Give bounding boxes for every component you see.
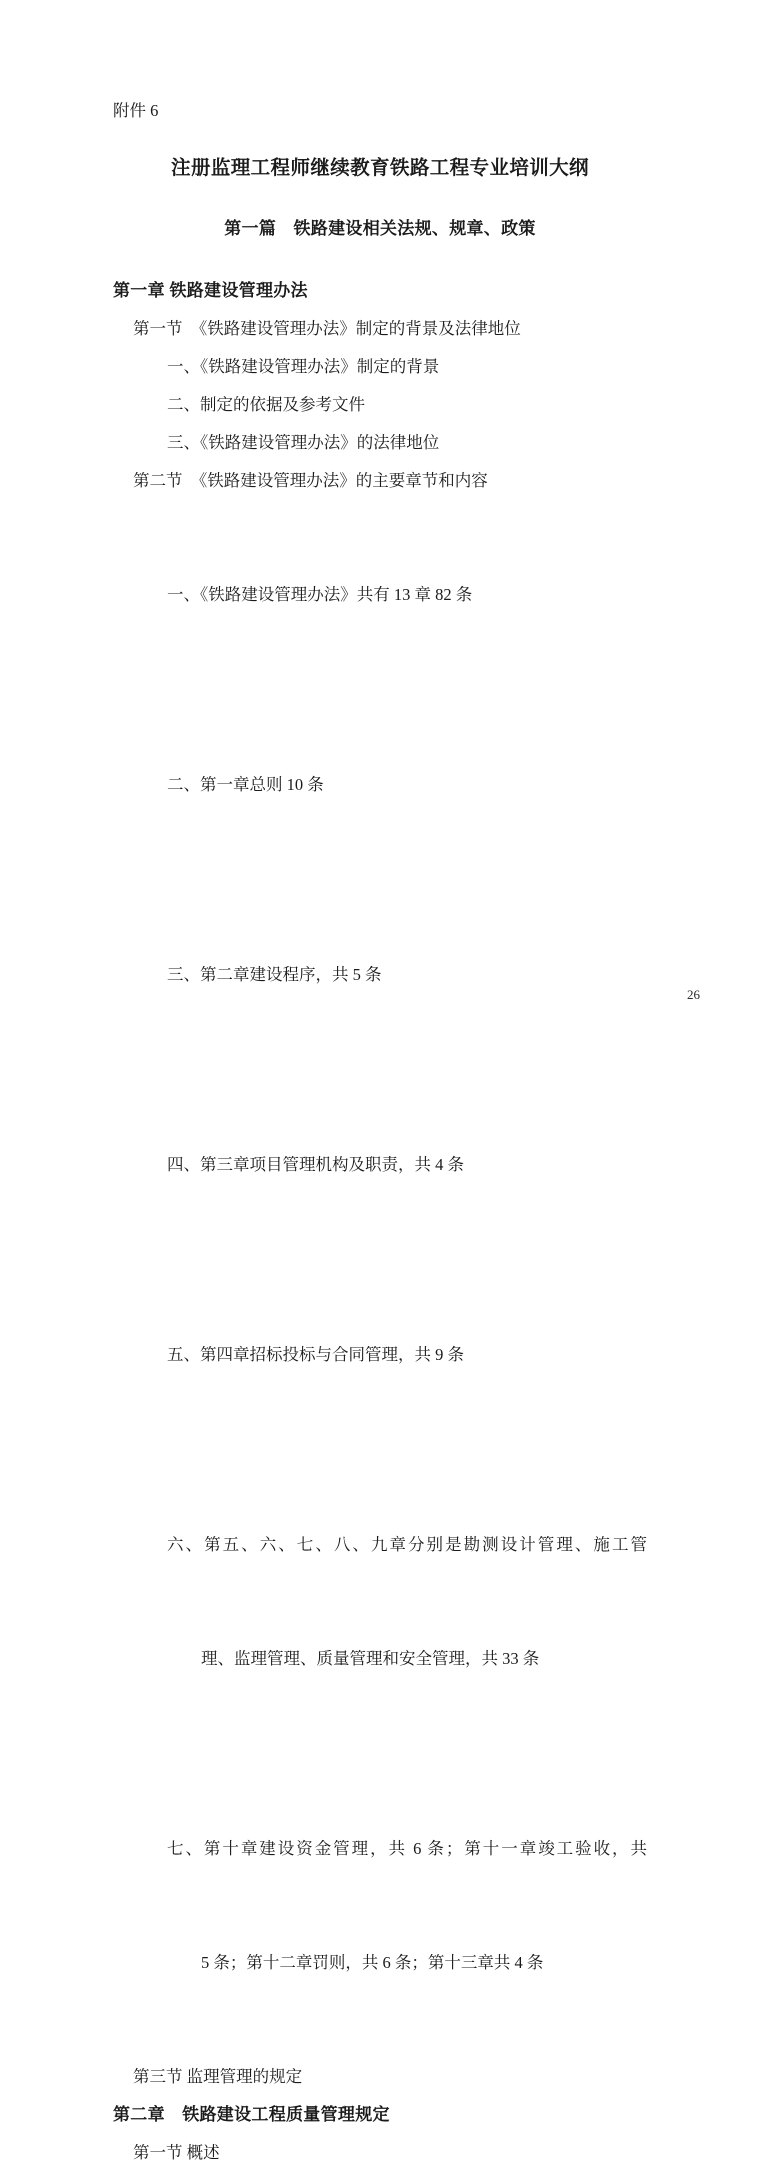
- list-item: [113, 1754, 647, 2058]
- part-title: 第一篇 铁路建设相关法规、规章、政策: [224, 219, 536, 238]
- list-item: 三、《铁路建设管理办法》的法律地位: [167, 433, 440, 452]
- list-item-line: 二、第一章总则 10 条: [167, 775, 324, 794]
- section-heading-1-3: 第三节 监理管理的规定: [133, 2067, 303, 2086]
- list-item-line: 四、第三章项目管理机构及职责，共 4 条: [167, 1155, 464, 1174]
- list-item: [113, 500, 647, 690]
- list-item-continuation: 理、监理管理、质量管理和安全管理，共 33 条: [201, 1649, 540, 1668]
- section-heading-1-2: 第二节 《铁路建设管理办法》的主要章节和内容: [133, 471, 488, 490]
- list-item-line: 七、第十章建设资金管理，共 6 条；第十一章竣工验收，共: [167, 1839, 647, 1858]
- list-item-continuation: 5 条；第十二章罚则，共 6 条；第十三章共 4 条: [201, 1953, 544, 1972]
- section-heading-1-1: 第一节 《铁路建设管理办法》制定的背景及法律地位: [133, 319, 521, 338]
- list-item: [113, 1070, 647, 1260]
- list-item: [113, 880, 647, 1070]
- list-item: [113, 1260, 647, 1450]
- chapter-heading-2: 第二章 铁路建设工程质量管理规定: [113, 2105, 390, 2124]
- list-item-line: 五、第四章招标投标与合同管理，共 9 条: [167, 1345, 464, 1364]
- chapter-heading-1: 第一章 铁路建设管理办法: [113, 281, 308, 300]
- list-item: [113, 1450, 647, 1754]
- page-content: [113, 96, 647, 2172]
- attachment-label: 附件 6: [113, 101, 159, 120]
- page-number: 26: [687, 987, 700, 1002]
- page-title: 注册监理工程师继续教育铁路工程专业培训大纲: [171, 158, 589, 179]
- section-heading-2-1: 第一节 概述: [133, 2143, 220, 2162]
- list-item: [113, 690, 647, 880]
- list-item: 一、《铁路建设管理办法》制定的背景: [167, 357, 440, 376]
- list-item-line: 一、《铁路建设管理办法》共有 13 章 82 条: [167, 585, 473, 604]
- list-item-line: 三、第二章建设程序，共 5 条: [167, 965, 382, 984]
- list-item: 二、制定的依据及参考文件: [167, 395, 365, 414]
- list-item-line: 六、第五、六、七、八、九章分别是勘测设计管理、施工管: [167, 1535, 647, 1554]
